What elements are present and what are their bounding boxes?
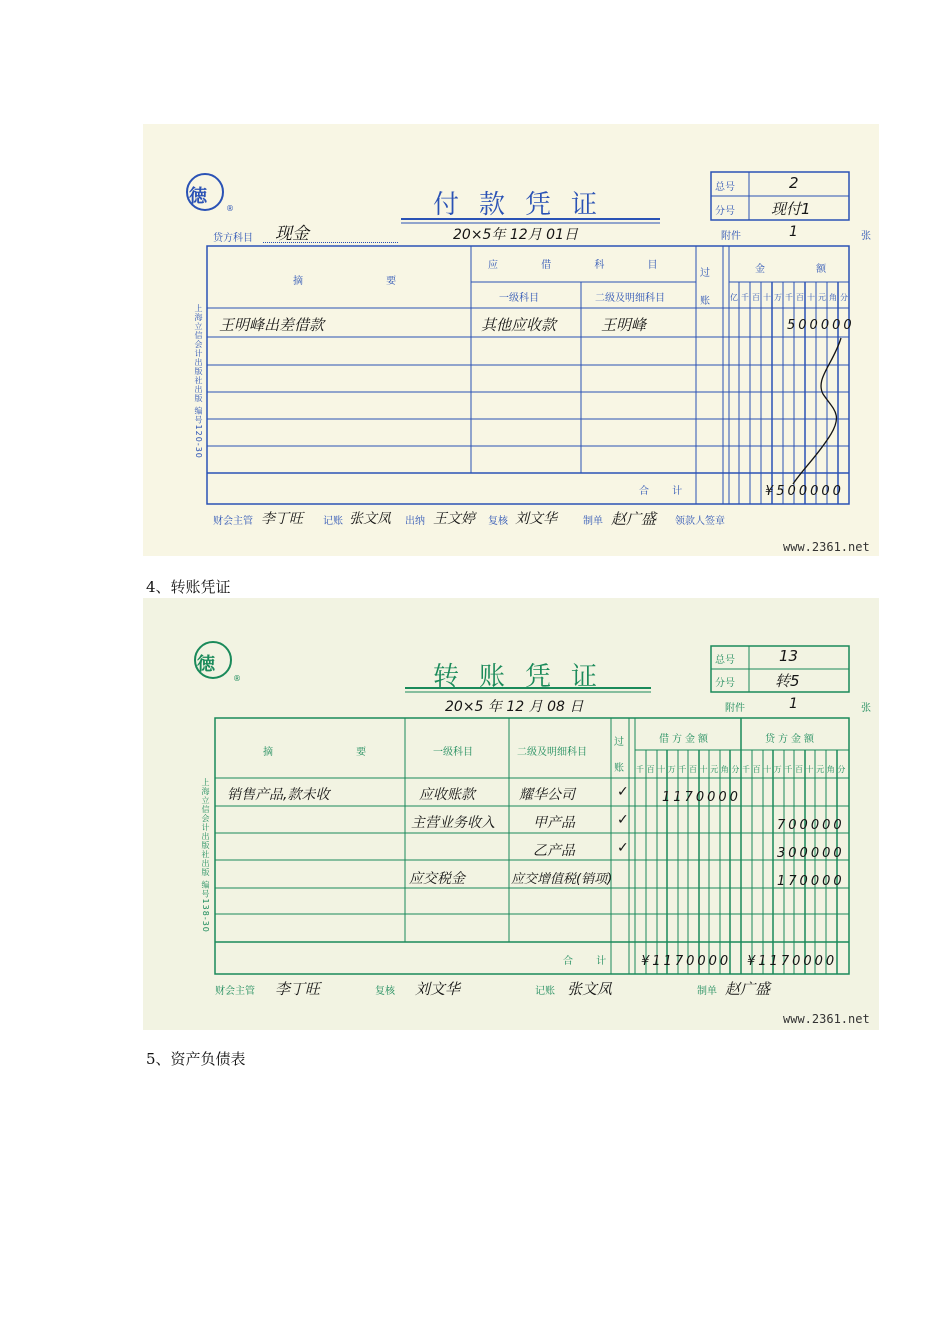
digit-unit-label: 十 [763, 293, 771, 302]
digit-unit-label: 百 [646, 765, 655, 774]
row-level2: 乙产品 [533, 843, 575, 859]
row-level1: 应交税金 [409, 871, 465, 887]
watermark: www.2361.net [783, 1012, 870, 1026]
header-summary: 摘 要 [263, 747, 407, 758]
signature-reviewer: 刘文华 [515, 511, 557, 527]
voucher-title: 付款凭证 [433, 190, 618, 220]
digit-unit-label: 千 [636, 765, 644, 774]
digit-unit-label: 万 [773, 765, 782, 774]
digit-unit-label: 十 [807, 293, 815, 302]
total-amount: ¥500000 [765, 484, 844, 499]
row-level2: 甲产品 [533, 815, 575, 831]
signature-preparer: 赵广盛 [611, 510, 657, 528]
publisher-side-text: 上海立信会计出版社出版 编号138-30 [201, 778, 210, 933]
digit-unit-label: 百 [752, 765, 761, 774]
digit-unit-label: 分 [840, 293, 848, 302]
attachment-count: 1 [789, 224, 798, 240]
row-level1: 主营业务收入 [411, 815, 495, 831]
digit-unit-label: 千 [784, 765, 793, 774]
digit-unit-label: 分 [837, 765, 846, 774]
row-level2: 应交增值税(销项) [511, 872, 613, 887]
caption-transfer-voucher: 4、转账凭证 [146, 578, 231, 596]
voucher-title: 转账凭证 [433, 662, 618, 692]
digit-unit-label: 百 [795, 765, 803, 774]
header-level2: 二级及明细科目 [595, 293, 665, 304]
header-debit-account: 应 借 科 目 [488, 260, 678, 271]
signature-cashier: 王文婷 [433, 511, 475, 527]
signature-bookkeeper: 张文凤 [349, 511, 391, 527]
row-level2: 耀华公司 [519, 787, 575, 803]
sub-number: 现付1 [771, 200, 811, 218]
header-posted: 过 账 [614, 737, 624, 774]
digit-unit-label: 千 [741, 293, 749, 302]
digit-unit-label: 角 [826, 765, 835, 774]
total-label: 合 计 [563, 956, 617, 967]
digit-unit-label: 千 [785, 293, 793, 302]
row-credit: 300000 [777, 846, 845, 861]
signature-preparer: 赵广盛 [725, 980, 771, 998]
header-amount: 金 额 [755, 264, 851, 275]
digit-unit-label: 十 [805, 765, 814, 774]
row-level1: 应收账款 [419, 787, 475, 803]
header-summary: 摘 要 [293, 276, 437, 287]
voucher-date: 20×5年 12月 01日 [453, 227, 578, 243]
total-number: 2 [789, 174, 799, 192]
watermark: www.2361.net [783, 540, 870, 554]
digit-unit-label: 千 [742, 765, 750, 774]
digit-unit-label: 元 [818, 293, 826, 302]
total-label: 合 计 [639, 486, 693, 497]
row-debit: 1170000 [662, 790, 741, 805]
row-posted: ✓ [617, 812, 629, 828]
credit-account: 现金 [275, 224, 309, 244]
transfer-voucher: 徳 ® 转账凭证 总号 13 分号 转5 20×5 年 12 月 08 日 附件 1 张 摘 要 一级科目 二级及明细科目 过 账 借方金额 贷方金额 千 百 十 万 千 百 十 元 角 分 千 百 十 万 千 百 十 元 角 分 销售产品,款未收 应收账款 耀华公司 ✓ 1170000 主营业务收入 甲产品 ✓ 700000 乙产品 ✓ 300000 应交税金 应交增值税(销项) 170000 合 计 ¥1170000 ¥1170000 财会主管 李丁旺 复核 刘文华 记账 张文凤 制单 赵广盛 上海立信会计出版社出版 编号138-30 www.2361.net [143, 598, 879, 1030]
digit-unit-label: 百 [689, 765, 697, 774]
row-level2: 王明峰 [601, 316, 647, 334]
header-credit-amount: 贷方金额 [765, 734, 817, 745]
caption-balance-sheet: 5、资产负债表 [146, 1050, 246, 1068]
row-summary: 王明峰出差借款 [219, 316, 325, 334]
voucher-date: 20×5 年 12 月 08 日 [445, 699, 584, 715]
digit-unit-label: 分 [731, 765, 740, 774]
digit-unit-label: 角 [829, 293, 837, 302]
payment-voucher: 徳 ® 付款凭证 总号 2 分号 现付1 贷方科目 现金 20×5年 12月 01日 附件 1 张 摘 要 应 借 科 目 一级科目 二级及明细科目 过 账 金 额 亿 千 百 十 万 千 百 十 元 角 分 王明峰出差借款 其他应收款 王明峰 500000 合 计 ¥500000 财会主管 李丁旺 记账 张文凤 出纳 王文婷 复核 刘文华 制单 赵广盛 领款人签章 上海立信会计出版社出版 编号120-30 www.2361.net [143, 124, 879, 556]
signature-chief: 李丁旺 [261, 511, 303, 527]
total-debit: ¥1170000 [641, 954, 732, 969]
row-level1: 其他应收款 [481, 316, 557, 334]
digit-unit-label: 万 [667, 765, 676, 774]
row-summary: 销售产品,款未收 [227, 787, 330, 803]
digit-unit-label: 角 [720, 765, 729, 774]
publisher-side-text: 上海立信会计出版社出版 编号120-30 [194, 304, 203, 459]
header-posted: 过 账 [700, 268, 710, 307]
digit-unit-label: 十 [763, 765, 772, 774]
row-posted: ✓ [617, 784, 629, 800]
attachment-count: 1 [789, 696, 798, 712]
digit-unit-label: 十 [699, 765, 708, 774]
publisher-logo: 徳 [197, 654, 215, 675]
digit-unit-label: 百 [752, 293, 760, 302]
row-credit: 700000 [777, 818, 845, 833]
publisher-logo: 徳 [189, 186, 207, 207]
digit-unit-label: 元 [710, 765, 719, 774]
digit-unit-label: 元 [816, 765, 825, 774]
header-level1: 一级科目 [433, 747, 473, 758]
total-credit: ¥1170000 [747, 954, 838, 969]
signature-reviewer: 刘文华 [415, 980, 461, 998]
digit-unit-label: 亿 [730, 293, 738, 302]
header-debit-amount: 借方金额 [659, 734, 711, 745]
signature-chief: 李丁旺 [275, 980, 321, 998]
row-posted: ✓ [617, 840, 629, 856]
digit-unit-label: 百 [796, 293, 804, 302]
signature-bookkeeper: 张文凤 [567, 980, 613, 998]
sub-number: 转5 [775, 672, 800, 690]
digit-unit-label: 十 [657, 765, 666, 774]
total-number: 13 [779, 647, 799, 665]
header-level1: 一级科目 [499, 293, 539, 304]
row-amount: 500000 [787, 318, 855, 333]
row-credit: 170000 [777, 874, 845, 889]
digit-unit-label: 万 [774, 293, 782, 302]
header-level2: 二级及明细科目 [517, 747, 587, 758]
digit-unit-label: 千 [678, 765, 687, 774]
